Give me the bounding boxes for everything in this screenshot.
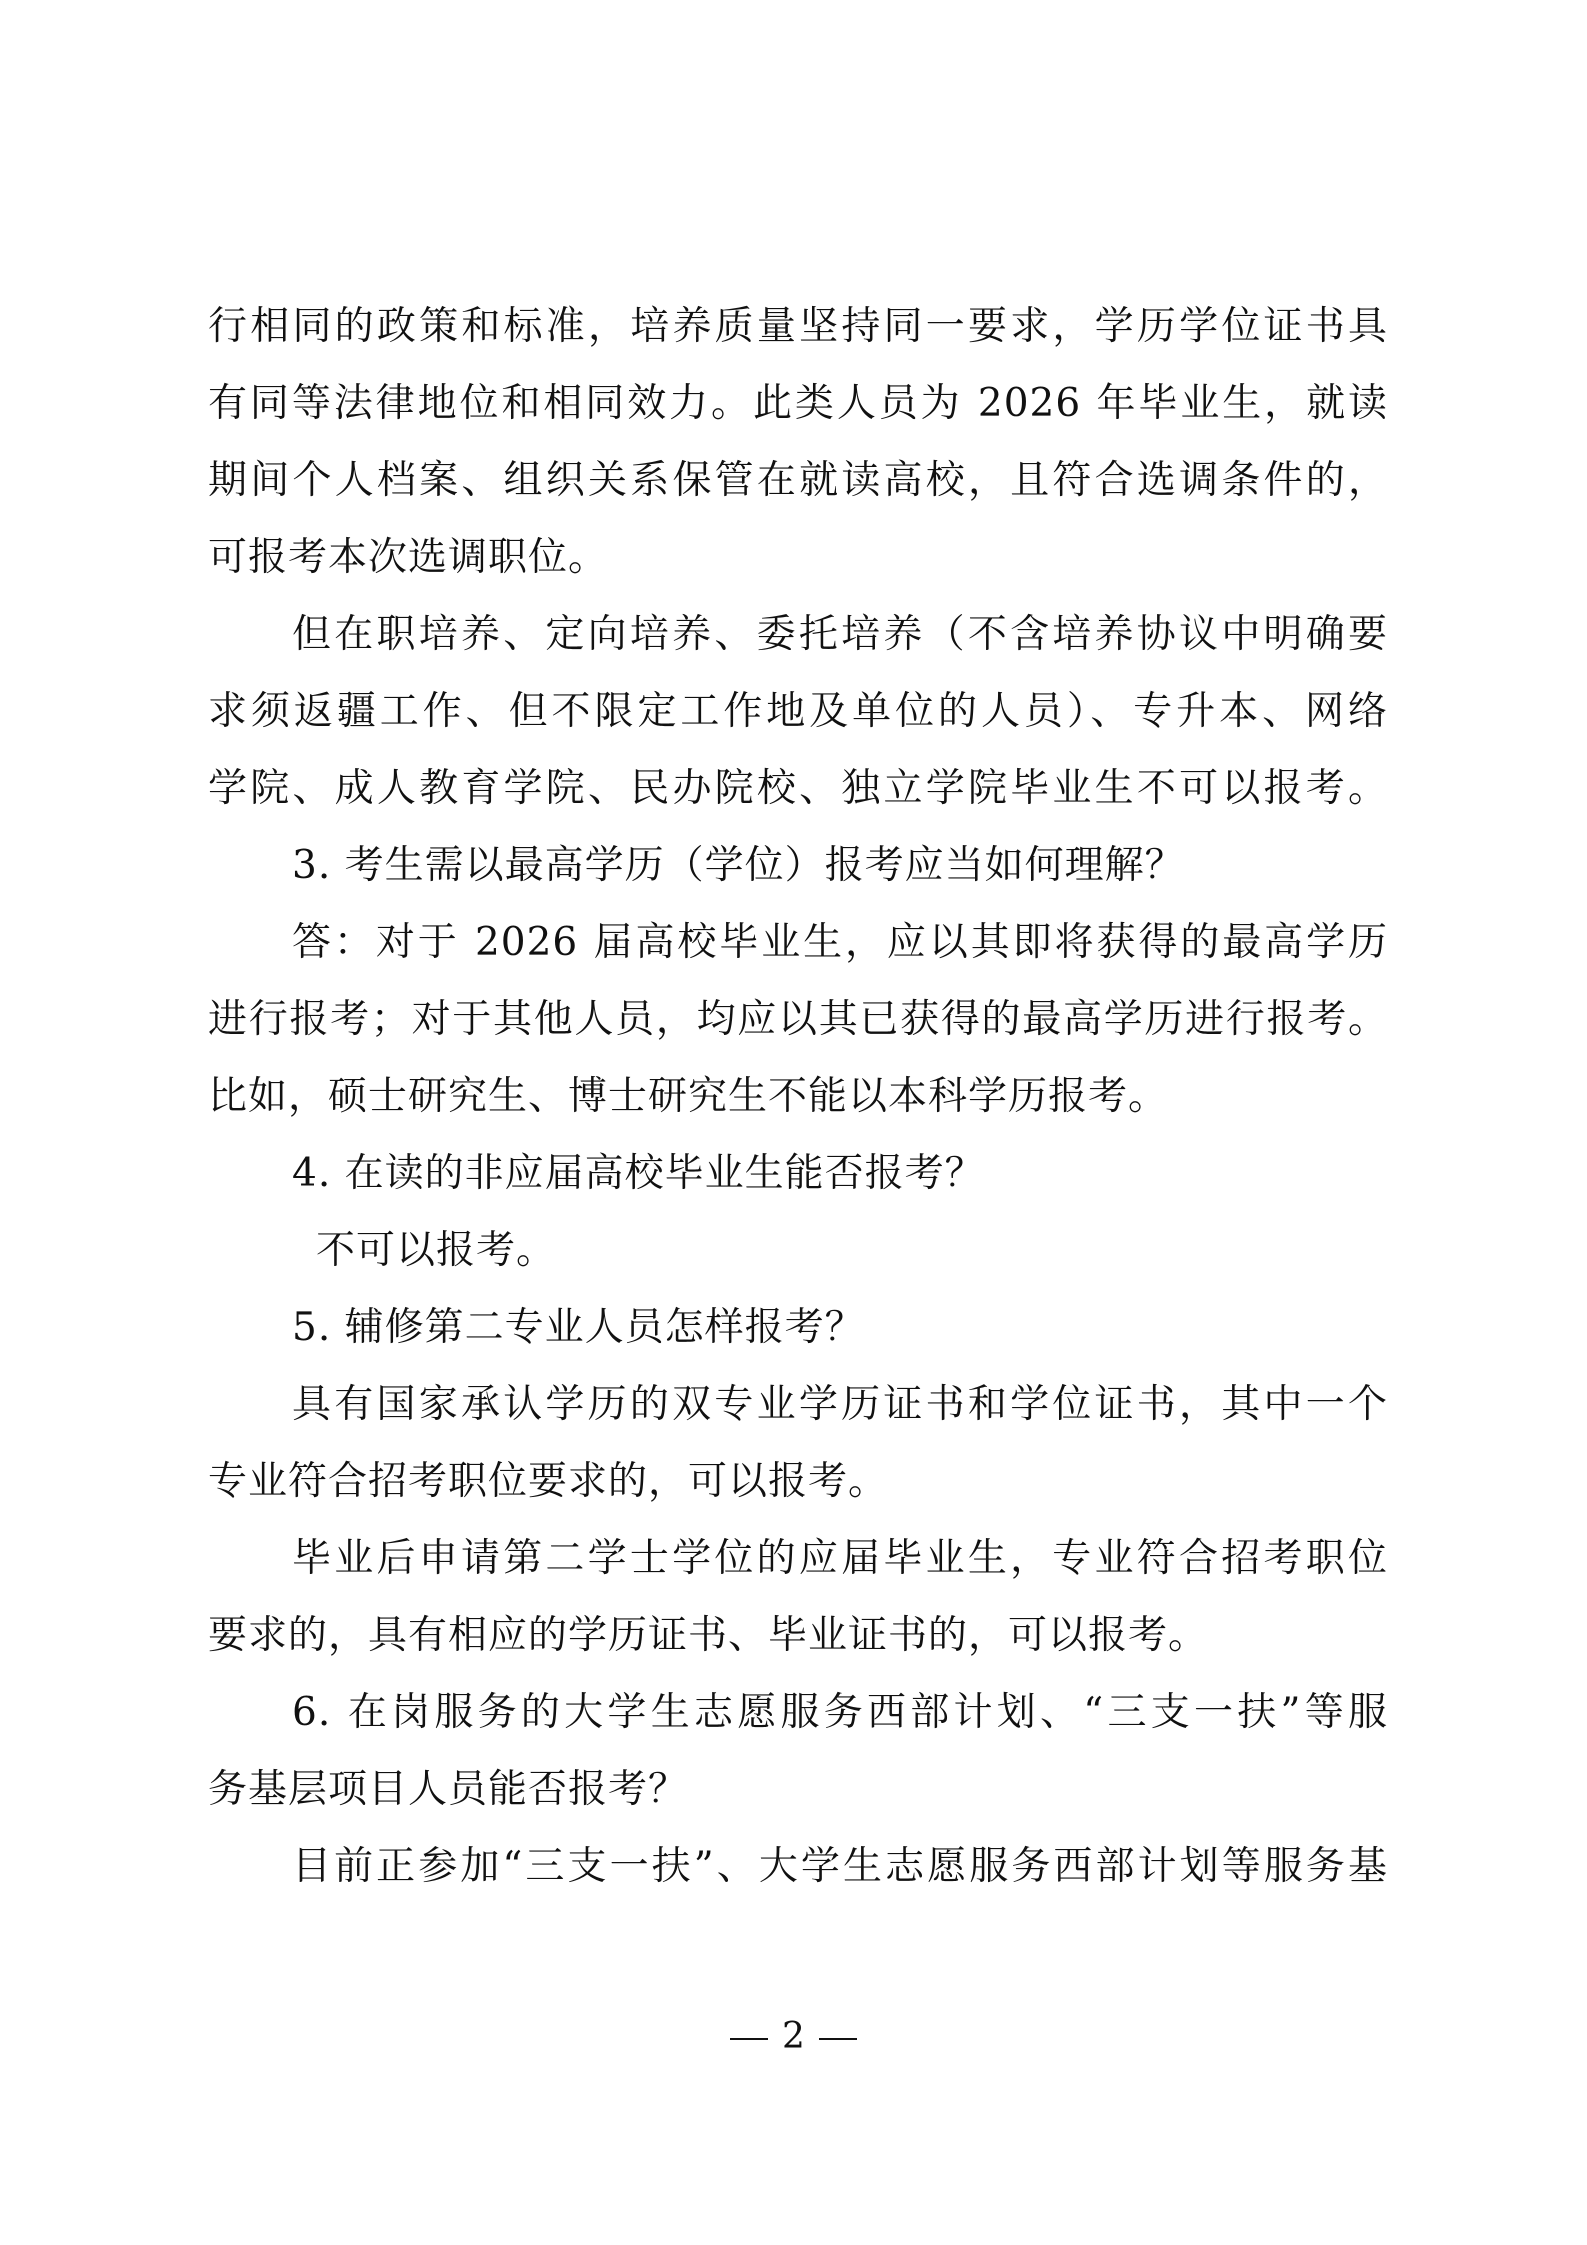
- question-heading: 3. 考生需以最高学历（学位）报考应当如何理解？: [292, 843, 1185, 888]
- paragraph-line: 求须返疆工作、但不限定工作地及单位的人员）、专升本、网络: [208, 689, 1388, 734]
- question-heading: 务基层项目人员能否报考？: [208, 1767, 689, 1812]
- document-body: [208, 288, 1388, 1905]
- question-heading: 6. 在岗服务的大学生志愿服务西部计划、“三支一扶”等服: [292, 1690, 1388, 1735]
- paragraph-line: 进行报考；对于其他人员，均应以其已获得的最高学历进行报考。: [208, 997, 1388, 1042]
- paragraph-line: 不可以报考。: [316, 1228, 557, 1273]
- footer-dash-left: [730, 2038, 768, 2040]
- page-number: 2: [782, 2016, 805, 2057]
- paragraph-line: 学院、成人教育学院、民办院校、独立学院毕业生不可以报考。: [208, 766, 1388, 811]
- question-heading: 4. 在读的非应届高校毕业生能否报考？: [292, 1151, 985, 1196]
- paragraph-line: 期间个人档案、组织关系保管在就读高校，且符合选调条件的，: [208, 458, 1388, 503]
- page-number-footer: [0, 2012, 1587, 2062]
- paragraph-line: 毕业后申请第二学士学位的应届毕业生，专业符合招考职位: [292, 1536, 1388, 1581]
- paragraph-line: 要求的，具有相应的学历证书、毕业证书的，可以报考。: [208, 1613, 1209, 1658]
- question-heading: 5. 辅修第二专业人员怎样报考？: [292, 1305, 865, 1350]
- paragraph-line: 目前正参加“三支一扶”、大学生志愿服务西部计划等服务基: [292, 1844, 1388, 1889]
- paragraph-line: 比如，硕士研究生、博士研究生不能以本科学历报考。: [208, 1074, 1169, 1119]
- paragraph-line: 答：对于 2026 届高校毕业生，应以其即将获得的最高学历: [292, 920, 1388, 965]
- paragraph-line: 行相同的政策和标准，培养质量坚持同一要求，学历学位证书具: [208, 304, 1388, 349]
- footer-dash-right: [819, 2038, 857, 2040]
- paragraph-line: 专业符合招考职位要求的，可以报考。: [208, 1459, 889, 1504]
- paragraph-line: 可报考本次选调职位。: [208, 535, 609, 580]
- paragraph-line: 但在职培养、定向培养、委托培养（不含培养协议中明确要: [292, 612, 1388, 657]
- paragraph-line: 具有国家承认学历的双专业学历证书和学位证书，其中一个: [292, 1382, 1388, 1427]
- paragraph-line: 有同等法律地位和相同效力。此类人员为 2026 年毕业生，就读: [208, 381, 1388, 426]
